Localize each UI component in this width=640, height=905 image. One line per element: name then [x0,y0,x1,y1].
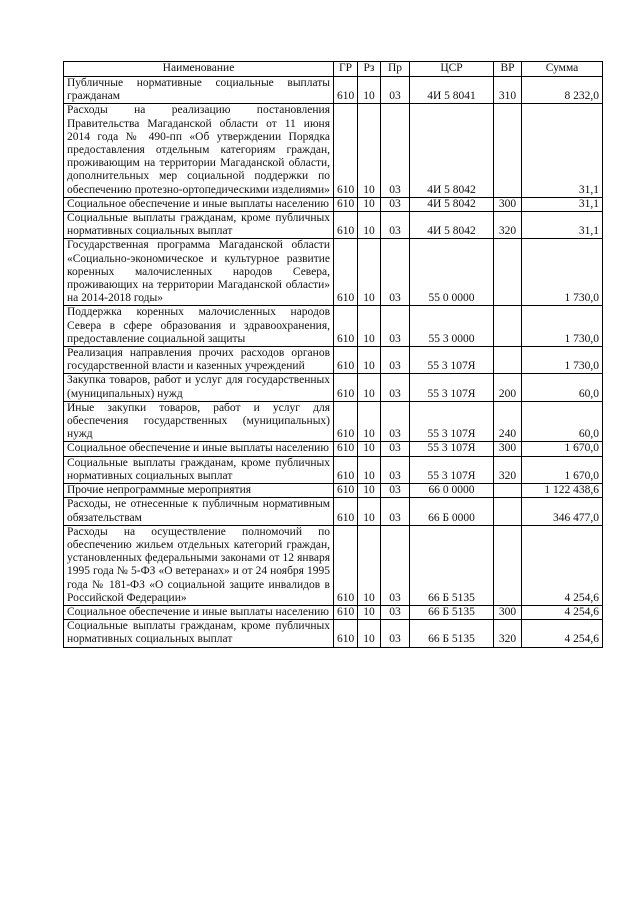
cell-gr: 610 [334,484,358,498]
cell-csr: 66 Б 0000 [410,498,494,525]
cell-rz: 10 [358,484,381,498]
cell-name: Социальное обеспечение и иные выплаты населению [64,605,334,619]
cell-vr [494,484,522,498]
budget-table [63,61,603,648]
cell-vr: 300 [494,442,522,456]
cell-gr: 610 [334,212,358,239]
cell-name: Государственная программа Магаданской области «Социально-экономическое и культурное развитие коренных малочисленных народов Севера, проживающих на территории Магаданской области» на 2014-2018 годы» [64,239,334,306]
cell-vr: 310 [494,77,522,104]
cell-csr: 55 3 107Я [410,347,494,374]
cell-rz: 10 [358,401,381,442]
cell-gr: 610 [334,498,358,525]
cell-name: Социальное обеспечение и иные выплаты населению [64,197,334,211]
cell-rz: 10 [358,77,381,104]
cell-sum: 4 254,6 [522,605,603,619]
cell-name: Расходы на реализацию постановления Правительства Магаданской области от 11 июня 2014 года № 490-пп «Об утверждении Порядка предоставления отдельным категориям граждан, проживающим на территории Магаданской области, дополнительных мер социальной поддержки по обеспечению протезно-ортопедическими изделиями» [64,104,334,197]
cell-vr [494,347,522,374]
cell-csr: 66 Б 5135 [410,605,494,619]
cell-name: Социальные выплаты гражданам, кроме публичных нормативных социальных выплат [64,212,334,239]
cell-vr [494,498,522,525]
cell-rz: 10 [358,197,381,211]
cell-sum: 4 254,6 [522,525,603,605]
cell-name: Закупка товаров, работ и услуг для государственных (муниципальных) нужд [64,374,334,401]
cell-name: Расходы, не отнесенные к публичным нормативным обязательствам [64,498,334,525]
cell-csr: 55 0 0000 [410,239,494,306]
cell-pr: 03 [381,484,410,498]
table-row [64,104,603,197]
cell-name: Прочие непрограммные мероприятия [64,484,334,498]
cell-pr: 03 [381,456,410,483]
cell-csr: 66 Б 5135 [410,620,494,647]
cell-rz: 10 [358,498,381,525]
cell-pr: 03 [381,442,410,456]
header-csr: ЦСР [410,62,494,77]
cell-gr: 610 [334,197,358,211]
cell-sum: 346 477,0 [522,498,603,525]
cell-vr [494,525,522,605]
cell-pr: 03 [381,104,410,197]
cell-sum: 31,1 [522,104,603,197]
cell-rz: 10 [358,456,381,483]
table-row [64,525,603,605]
cell-csr: 4И 5 8042 [410,212,494,239]
table-row [64,306,603,347]
cell-sum: 31,1 [522,197,603,211]
cell-sum: 1 670,0 [522,456,603,483]
cell-rz: 10 [358,104,381,197]
cell-name: Расходы на осуществление полномочий по обеспечению жильем отдельных категорий граждан, установленных федеральными законами от 12 января 1995 года № 5-ФЗ «О ветеранах» и от 24 ноября 1995 года № 181-ФЗ «О социальной защите инвалидов в Российской Федерации» [64,525,334,605]
cell-name: Иные закупки товаров, работ и услуг для обеспечения государственных (муниципальных) нужд [64,401,334,442]
cell-gr: 610 [334,401,358,442]
cell-csr: 55 3 107Я [410,442,494,456]
cell-sum: 60,0 [522,401,603,442]
table-row [64,347,603,374]
cell-csr: 55 3 107Я [410,456,494,483]
cell-gr: 610 [334,104,358,197]
cell-rz: 10 [358,605,381,619]
table-row [64,197,603,211]
table-row [64,620,603,647]
cell-pr: 03 [381,77,410,104]
cell-pr: 03 [381,498,410,525]
header-pr: Пр [381,62,410,77]
cell-rz: 10 [358,306,381,347]
cell-rz: 10 [358,212,381,239]
cell-sum: 1 730,0 [522,306,603,347]
cell-name: Социальные выплаты гражданам, кроме публичных нормативных социальных выплат [64,620,334,647]
cell-vr [494,239,522,306]
cell-vr: 200 [494,374,522,401]
cell-pr: 03 [381,401,410,442]
cell-pr: 03 [381,620,410,647]
cell-gr: 610 [334,620,358,647]
cell-vr: 240 [494,401,522,442]
cell-name: Социальное обеспечение и иные выплаты населению [64,442,334,456]
cell-gr: 610 [334,456,358,483]
cell-csr: 4И 5 8042 [410,104,494,197]
cell-gr: 610 [334,77,358,104]
table-row [64,374,603,401]
cell-pr: 03 [381,197,410,211]
table-row [64,605,603,619]
table-header-row [64,62,603,77]
cell-name: Социальные выплаты гражданам, кроме публичных нормативных социальных выплат [64,456,334,483]
cell-vr [494,104,522,197]
cell-gr: 610 [334,605,358,619]
header-gr: ГР [334,62,358,77]
table-row [64,484,603,498]
table-row [64,77,603,104]
cell-csr: 55 3 107Я [410,401,494,442]
cell-gr: 610 [334,306,358,347]
table-row [64,498,603,525]
cell-name: Публичные нормативные социальные выплаты гражданам [64,77,334,104]
header-sum: Сумма [522,62,603,77]
cell-rz: 10 [358,620,381,647]
cell-pr: 03 [381,212,410,239]
cell-csr: 55 3 107Я [410,374,494,401]
cell-vr: 320 [494,212,522,239]
cell-pr: 03 [381,306,410,347]
cell-rz: 10 [358,347,381,374]
header-name: Наименование [64,62,334,77]
table-row [64,239,603,306]
table-row [64,401,603,442]
table-row [64,456,603,483]
cell-sum: 1 730,0 [522,347,603,374]
cell-gr: 610 [334,374,358,401]
cell-pr: 03 [381,374,410,401]
cell-rz: 10 [358,525,381,605]
cell-name: Поддержка коренных малочисленных народов Севера в сфере образования и здравоохранения, предоставление социальной защиты [64,306,334,347]
cell-csr: 66 0 0000 [410,484,494,498]
cell-csr: 55 3 0000 [410,306,494,347]
cell-pr: 03 [381,347,410,374]
cell-sum: 1 670,0 [522,442,603,456]
cell-pr: 03 [381,525,410,605]
cell-gr: 610 [334,239,358,306]
cell-name: Реализация направления прочих расходов органов государственной власти и казенных учреждений [64,347,334,374]
cell-sum: 60,0 [522,374,603,401]
cell-sum: 31,1 [522,212,603,239]
table-row [64,442,603,456]
cell-vr [494,306,522,347]
cell-pr: 03 [381,239,410,306]
cell-sum: 4 254,6 [522,620,603,647]
cell-csr: 4И 5 8041 [410,77,494,104]
cell-vr: 300 [494,605,522,619]
cell-gr: 610 [334,525,358,605]
cell-vr: 320 [494,620,522,647]
cell-rz: 10 [358,374,381,401]
cell-pr: 03 [381,605,410,619]
table-row [64,212,603,239]
header-rz: Рз [358,62,381,77]
cell-sum: 1 122 438,6 [522,484,603,498]
cell-csr: 4И 5 8042 [410,197,494,211]
cell-rz: 10 [358,239,381,306]
cell-sum: 8 232,0 [522,77,603,104]
cell-gr: 610 [334,347,358,374]
cell-vr: 300 [494,197,522,211]
cell-csr: 66 Б 5135 [410,525,494,605]
cell-rz: 10 [358,442,381,456]
cell-gr: 610 [334,442,358,456]
header-vr: ВР [494,62,522,77]
cell-vr: 320 [494,456,522,483]
cell-sum: 1 730,0 [522,239,603,306]
